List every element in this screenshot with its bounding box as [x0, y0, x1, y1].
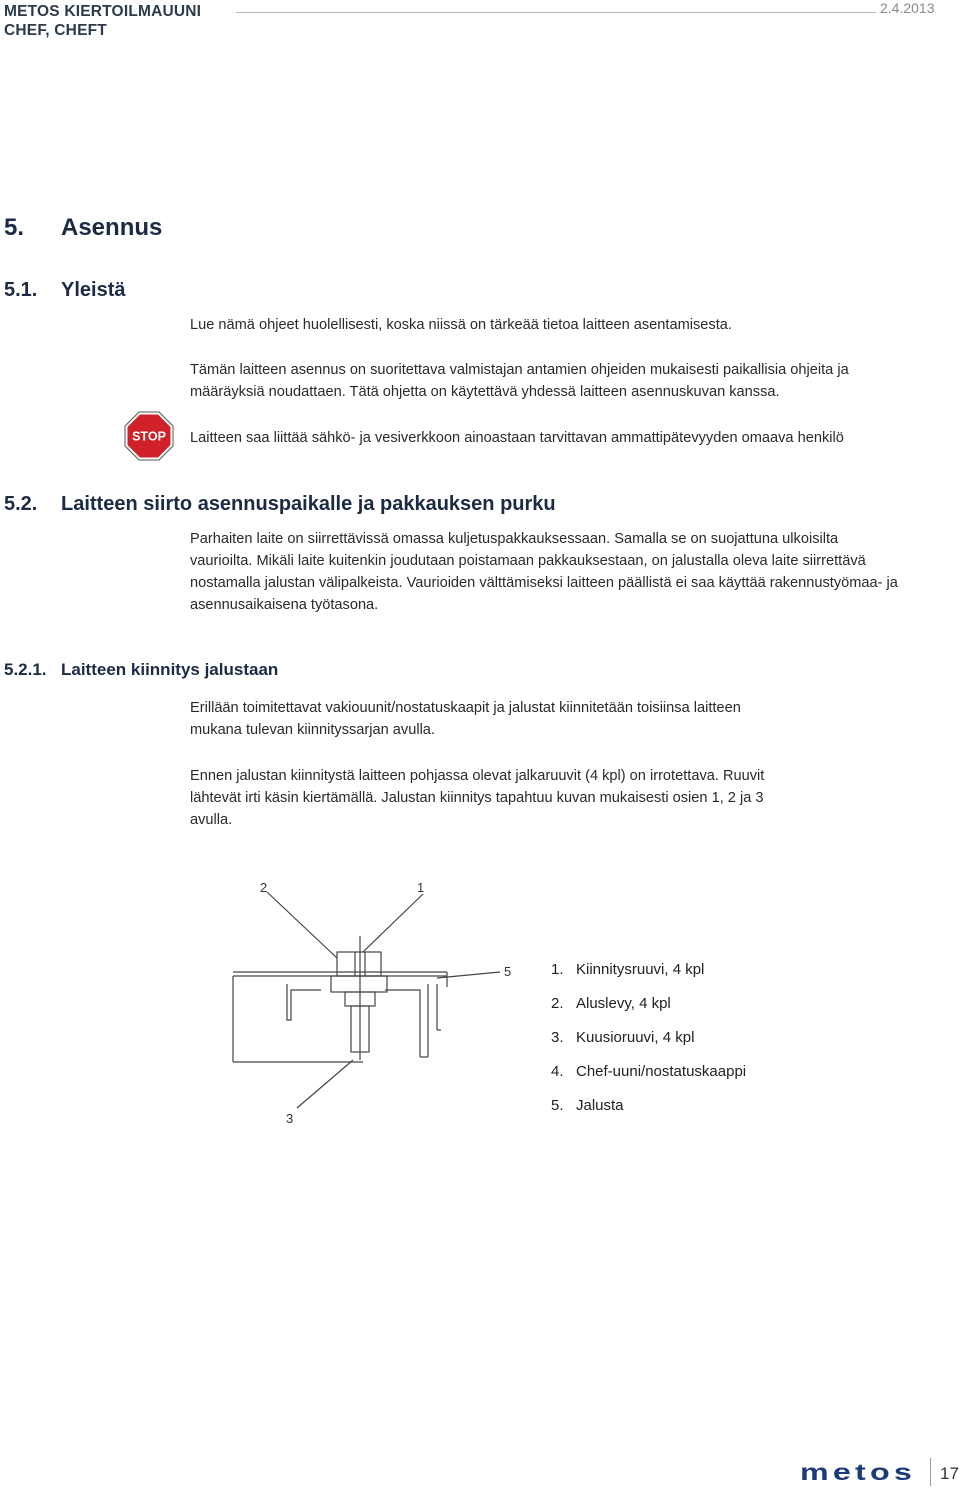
section-title: Laitteen siirto asennuspaikalle ja pakkauksen purku: [61, 493, 556, 515]
section-title: Asennus: [61, 214, 163, 241]
paragraph-installation-rules: Tämän laitteen asennus on suoritettava valmistajan antamien ohjeiden mukaisesti paikallisia ohjeita ja määräyksiä noudattaen. Tätä ohjetta on käytettävä yhdessä laitteen asennuskuvan kanssa.: [190, 362, 849, 400]
paragraph-read-instructions: Lue nämä ohjeet huolellisesti, koska niissä on tärkeää tietoa laitteen asentamisesta.: [190, 317, 732, 333]
callout-5: 5: [504, 964, 512, 979]
callout-1: 1: [417, 880, 425, 895]
legend-item: [551, 960, 746, 994]
parts-legend: [551, 960, 746, 1130]
section-title: Yleistä: [61, 279, 126, 301]
header-title-line2: CHEF, CHEFT: [4, 22, 107, 39]
legend-text: Kuusioruuvi, 4 kpl: [576, 1029, 695, 1046]
callout-3: 3: [286, 1111, 294, 1126]
legend-number: 3.: [551, 1029, 564, 1046]
header-date: 2.4.2013: [880, 0, 935, 16]
paragraph-separate-delivery: Erillään toimitettavat vakiouunit/nostatuskaapit ja jalustat kiinnitetään toisiinsa laitteen mukana tulevan kiinnityssarjan avulla.: [190, 700, 741, 738]
legend-number: 2.: [551, 995, 564, 1012]
stop-sign-label: STOP: [132, 429, 166, 444]
logo-text: metos: [800, 1462, 916, 1484]
header-divider: [236, 12, 876, 13]
legend-text: Jalusta: [576, 1097, 624, 1114]
legend-text: Kiinnitysruuvi, 4 kpl: [576, 961, 705, 978]
legend-item: [551, 1028, 746, 1062]
section-5-heading: [4, 214, 162, 242]
legend-number: 4.: [551, 1063, 564, 1080]
metos-logo: [800, 1462, 918, 1484]
legend-item: [551, 1062, 746, 1096]
legend-text: Chef-uuni/nostatuskaappi: [576, 1063, 747, 1080]
header-title-line1: METOS KIERTOILMAUUNI: [4, 3, 202, 20]
legend-text: Aluslevy, 4 kpl: [576, 995, 671, 1012]
mounting-diagram: [225, 872, 525, 1132]
footer-divider: [930, 1458, 931, 1486]
stop-sign-icon: [124, 411, 174, 461]
legend-number: 1.: [551, 961, 564, 978]
paragraph-transport: Parhaiten laite on siirrettävissä omassa kuljetuspakkauksessaan. Samalla se on suojattuna ulkoisilta vaurioilta. Mikäli laite kuitenkin joudutaan poistamaan pakkauksestaan, on jalustalla oleva laite siirrettävä nostamalla jalustan välipalkeista. Vaurioiden välttämiseksi laitteen päällistä ei saa käyttää rakennustyömaa- ja asennusaikaisena työtasona.: [190, 531, 898, 613]
section-number: 5.: [4, 214, 25, 241]
section-number: 5.1.: [4, 279, 38, 301]
section-5-2-heading: [4, 493, 556, 516]
document-header: [4, 2, 201, 40]
legend-number: 5.: [551, 1097, 564, 1114]
legend-item: [551, 1096, 746, 1130]
paragraph-foot-screws: Ennen jalustan kiinnitystä laitteen pohjassa olevat jalkaruuvit (4 kpl) on irrotettava. Ruuvit lähtevät irti käsin kiertämällä. Jalustan kiinnitys tapahtuu kuvan mukaisesti osien 1, 2 ja 3 avulla.: [190, 768, 765, 828]
section-title: Laitteen kiinnitys jalustaan: [61, 660, 279, 679]
warning-qualified-person: Laitteen saa liittää sähkö- ja vesiverkkoon ainoastaan tarvittavan ammattipätevyyden omaava henkilö: [190, 430, 844, 446]
section-number: 5.2.: [4, 493, 38, 515]
section-number: 5.2.1.: [4, 660, 47, 679]
legend-item: [551, 994, 746, 1028]
callout-2: 2: [260, 880, 268, 895]
page-number: 17: [940, 1464, 959, 1483]
section-5-2-1-heading: [4, 660, 278, 680]
section-5-1-heading: [4, 279, 125, 302]
